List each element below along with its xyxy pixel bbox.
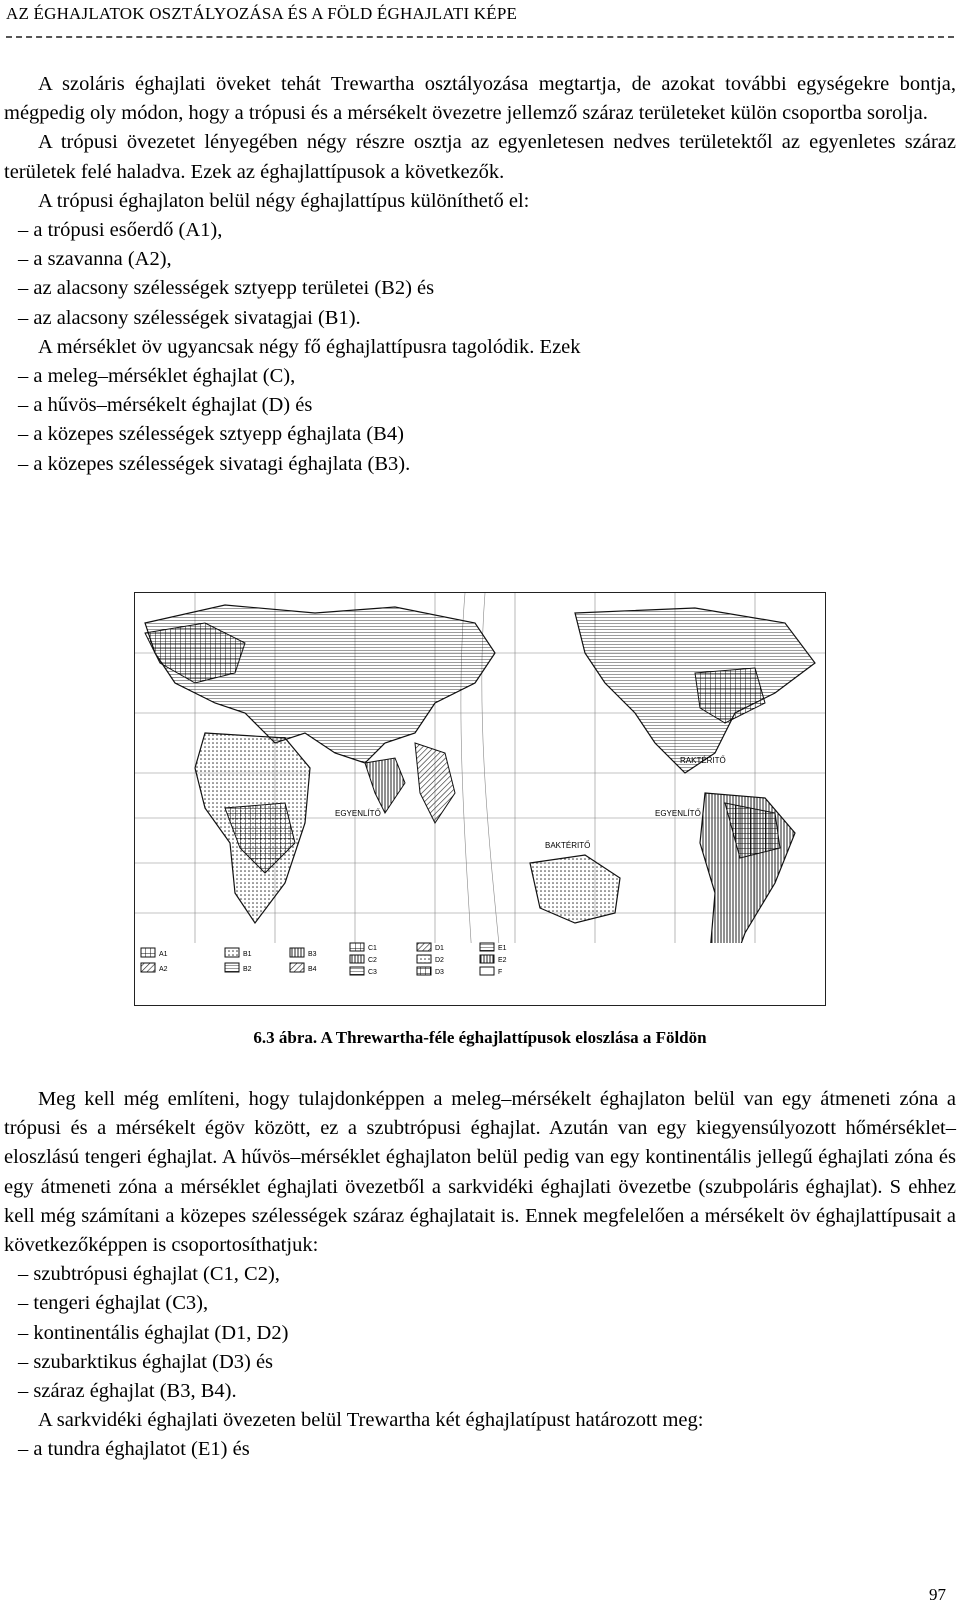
legend-label: F bbox=[498, 969, 503, 976]
legend-swatch bbox=[350, 943, 364, 951]
climate-world-map bbox=[134, 592, 826, 1006]
legend-label: D1 bbox=[435, 945, 444, 952]
legend-label: C3 bbox=[368, 969, 377, 976]
legend-swatch bbox=[480, 943, 494, 951]
bottom-text-block bbox=[4, 1085, 956, 1465]
paragraph-6: A sarkvidéki éghajlati övezeten belül Trewartha két éghajlatípust határozott meg: bbox=[38, 1409, 704, 1432]
list-item: – a tundra éghajlatot (E1) és bbox=[18, 1438, 250, 1461]
list-item: – a szavanna (A2), bbox=[18, 248, 172, 271]
list-item: – szubtrópusi éghajlat (C1, C2), bbox=[18, 1263, 280, 1286]
list-item: – szubarktikus éghajlat (D3) és bbox=[18, 1350, 274, 1373]
list-item: – a közepes szélességek sztyepp éghajlata (B4) bbox=[18, 423, 404, 446]
paragraph-3: A trópusi éghajlaton belül négy éghajlattípus különíthető el: bbox=[38, 189, 530, 212]
world-map-svg bbox=[135, 593, 825, 1005]
legend-swatch bbox=[290, 948, 304, 957]
legend-swatch bbox=[417, 967, 431, 975]
legend-label: D3 bbox=[435, 969, 444, 976]
paragraph-1: A szoláris éghajlati öveket tehát Trewartha osztályozása megtartja, de azokat további egységekre bontja, mégpedig oly módon, hogy a trópusi és a mérsékelt övezetre jellemző száraz területeket külön csoportba sorolja. bbox=[4, 73, 956, 125]
legend-swatch bbox=[141, 948, 155, 957]
legend-swatch bbox=[225, 948, 239, 957]
figure-caption: 6.3 ábra. A Threwartha-féle éghajlattípusok eloszlása a Földön bbox=[253, 1028, 707, 1047]
equator-label-right: EGYENLÍTŐ bbox=[655, 809, 701, 818]
list-item: – a meleg–mérséklet éghajlat (C), bbox=[18, 365, 296, 388]
list-item: – a hűvös–mérsékelt éghajlat (D) és bbox=[18, 394, 313, 417]
list-item: – az alacsony szélességek sivatagjai (B1). bbox=[18, 306, 361, 329]
legend-swatch bbox=[350, 955, 364, 963]
paragraph-4: A mérséklet öv ugyancsak négy fő éghajlattípusra tagolódik. Ezek bbox=[38, 335, 581, 358]
legend-label: B3 bbox=[308, 951, 317, 958]
north-america-landmass bbox=[575, 608, 815, 773]
legend-swatch bbox=[225, 963, 239, 972]
page-number: 97 bbox=[929, 1585, 946, 1604]
list-item: – száraz éghajlat (B3, B4). bbox=[18, 1380, 237, 1403]
header-divider bbox=[6, 36, 954, 38]
legend-label: E1 bbox=[498, 945, 507, 952]
top-text-block bbox=[4, 70, 956, 479]
list-item: – kontinentális éghajlat (D1, D2) bbox=[18, 1321, 289, 1344]
legend-label: D2 bbox=[435, 957, 444, 964]
legend-label: A1 bbox=[159, 951, 168, 958]
legend-swatch bbox=[480, 955, 494, 963]
tropic-south-label: BAKTÉRITŐ bbox=[545, 841, 591, 850]
southeast-asia-region bbox=[415, 743, 455, 823]
legend-swatch bbox=[141, 963, 155, 972]
india-region bbox=[365, 758, 405, 813]
tropic-north-label: RAKTÉRITŐ bbox=[680, 756, 726, 765]
list-item: – a közepes szélességek sivatagi éghajlata (B3). bbox=[18, 452, 411, 475]
legend-swatch bbox=[290, 963, 304, 972]
legend-label: B1 bbox=[243, 951, 252, 958]
paragraph-2: A trópusi övezetet lényegében négy részre osztja az egyenletesen nedves területektől az egyenletes száraz területek felé haladva. Ezek az éghajlattípusok a következők. bbox=[4, 131, 956, 183]
list-item: – tengeri éghajlat (C3), bbox=[18, 1292, 209, 1315]
legend-label: B2 bbox=[243, 966, 252, 973]
legend-label: A2 bbox=[159, 966, 168, 973]
running-header: AZ ÉGHAJLATOK OSZTÁLYOZÁSA ÉS A FÖLD ÉGHAJLATI KÉPE bbox=[6, 4, 518, 23]
legend-label: C1 bbox=[368, 945, 377, 952]
map-legend bbox=[135, 943, 825, 1005]
legend-swatch bbox=[480, 967, 494, 975]
list-item: – az alacsony szélességek sztyepp területei (B2) és bbox=[18, 277, 435, 300]
legend-swatch bbox=[350, 967, 364, 975]
legend-label: E2 bbox=[498, 957, 507, 964]
paragraph-5: Meg kell még említeni, hogy tulajdonképpen a meleg–mérsékelt éghajlaton belül van egy átmeneti zóna a trópusi és a mérsékelt égöv között, ez a szubtrópusi éghajlat. Azután van egy kiegyensúlyozott hőmérséklet–eloszlású tengeri éghajlat. A hűvös–mérséklet éghajlaton belül pedig van egy kontinentális jellegű éghajlati zóna és egy átmeneti zóna a mérséklet éghajlati övezetből a sarkvidéki éghajlati övezetbe (szubpoláris éghajlat). S ehhez kell még számítani a közepes szélességek száraz éghajlatait is. Ennek megfelelően a mérsékelt öv éghajlattípusait a következőképpen is csoportosíthatjuk: bbox=[4, 1088, 956, 1257]
legend-swatch bbox=[417, 943, 431, 951]
legend-swatch bbox=[417, 955, 431, 963]
list-item: – a trópusi esőerdő (A1), bbox=[18, 219, 223, 242]
legend-label: B4 bbox=[308, 966, 317, 973]
legend-label: C2 bbox=[368, 957, 377, 964]
equator-label-left: EGYENLÍTŐ bbox=[335, 809, 381, 818]
